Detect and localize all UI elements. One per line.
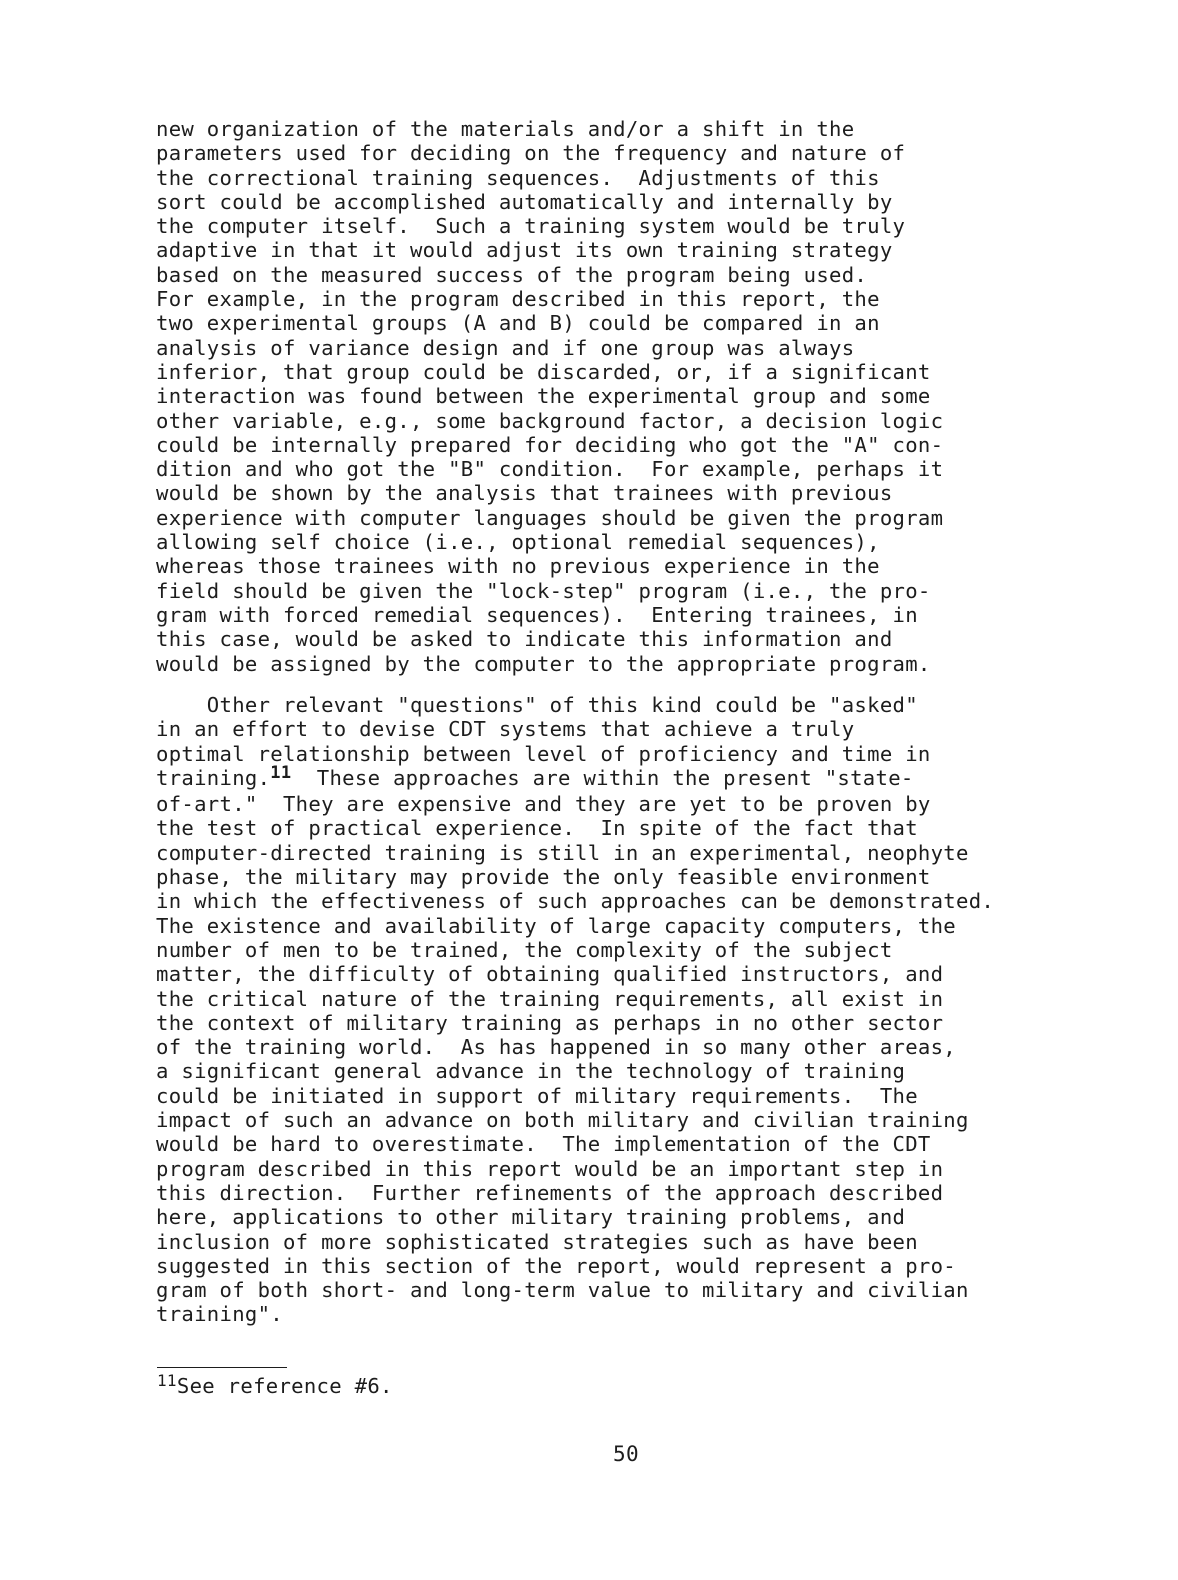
text-line: training". xyxy=(156,1302,283,1327)
text-line: analysis of variance design and if one group was always xyxy=(156,335,855,360)
text-line: number of men to be trained, the complexity of the subject xyxy=(156,937,893,962)
text-line: could be initiated in support of military requirements. The xyxy=(156,1083,918,1108)
text-line: of the training world. As has happened in so many other areas, xyxy=(156,1035,957,1060)
text-line: here, applications to other military training problems, and xyxy=(156,1205,906,1230)
text-line: inferior, that group could be discarded, or, if a significant xyxy=(156,359,931,384)
text-line: other variable, e.g., some background factor, a decision logic xyxy=(156,408,944,433)
text-line: experience with computer languages should be given the program xyxy=(156,505,944,530)
text-line: sort could be accomplished automatically and internally by xyxy=(156,189,893,214)
text-line: new organization of the materials and/or a shift in the xyxy=(156,117,855,141)
text-line: this case, would be asked to indicate this information and xyxy=(156,627,893,652)
text-line: could be internally prepared for deciding who got the "A" con- xyxy=(156,432,944,457)
text-line: whereas those trainees with no previous experience in the xyxy=(156,554,880,579)
text-line: field should be given the "lock-step" program (i.e., the pro- xyxy=(156,578,931,603)
text-fragment: training. xyxy=(156,765,271,790)
text-fragment: These approaches are within the present "state- xyxy=(291,765,914,790)
text-line: Other relevant "questions" of this kind could be "asked" xyxy=(156,693,918,717)
text-line: in an effort to devise CDT systems that achieve a truly xyxy=(156,717,855,742)
footnote-text: See reference #6. xyxy=(176,1374,393,1398)
text-line: would be hard to overestimate. The implementation of the CDT xyxy=(156,1132,931,1157)
text-line: gram of both short- and long-term value to military and civilian xyxy=(156,1278,969,1303)
footnote-reference-mark: 11 xyxy=(270,762,292,783)
text-line: interaction was found between the experimental group and some xyxy=(156,384,931,409)
footnote xyxy=(157,1371,393,1400)
text-line: allowing self choice (i.e., optional remedial sequences), xyxy=(156,530,880,555)
text-line-with-footnote-mark xyxy=(156,762,994,792)
text-line: a significant general advance in the technology of training xyxy=(156,1059,906,1084)
text-line: For example, in the program described in this report, the xyxy=(156,287,880,312)
text-line: based on the measured success of the program being used. xyxy=(156,262,868,287)
text-line: this direction. Further refinements of the approach described xyxy=(156,1180,944,1205)
text-line: inclusion of more sophisticated strategies such as have been xyxy=(156,1229,918,1254)
text-line: of-art." They are expensive and they are yet to be proven by xyxy=(156,792,931,817)
text-line: would be assigned by the computer to the appropriate program. xyxy=(156,651,931,676)
text-line: parameters used for deciding on the frequency and nature of xyxy=(156,141,906,166)
text-line: would be shown by the analysis that trainees with previous xyxy=(156,481,893,506)
text-line: suggested in this section of the report, would represent a pro- xyxy=(156,1253,957,1278)
text-line: the test of practical experience. In spite of the fact that xyxy=(156,816,918,841)
text-line: optimal relationship between level of proficiency and time in xyxy=(156,741,931,766)
footnote-number: 11 xyxy=(157,1371,177,1390)
page-number: 50 xyxy=(613,1442,639,1466)
text-line: impact of such an advance on both military and civilian training xyxy=(156,1108,969,1133)
text-line: the computer itself. Such a training system would be truly xyxy=(156,214,906,239)
paragraph-adaptive-training xyxy=(156,117,943,676)
text-line: The existence and availability of large capacity computers, the xyxy=(156,913,957,938)
text-line: two experimental groups (A and B) could be compared in an xyxy=(156,311,880,336)
text-line: phase, the military may provide the only feasible environment xyxy=(156,865,931,890)
footnote-divider xyxy=(157,1367,287,1368)
text-line: adaptive in that it would adjust its own training strategy xyxy=(156,238,893,263)
paragraph-military-training xyxy=(156,693,994,1327)
text-line: the correctional training sequences. Adjustments of this xyxy=(156,165,880,190)
text-line: the context of military training as perhaps in no other sector xyxy=(156,1010,944,1035)
text-line: dition and who got the "B" condition. For example, perhaps it xyxy=(156,457,944,482)
text-line: computer-directed training is still in an experimental, neophyte xyxy=(156,840,969,865)
text-line: matter, the difficulty of obtaining qualified instructors, and xyxy=(156,962,944,987)
text-line: in which the effectiveness of such approaches can be demonstrated. xyxy=(156,889,995,914)
text-line: gram with forced remedial sequences). Entering trainees, in xyxy=(156,602,918,627)
text-line: the critical nature of the training requirements, all exist in xyxy=(156,986,944,1011)
text-line: program described in this report would be an important step in xyxy=(156,1156,944,1181)
